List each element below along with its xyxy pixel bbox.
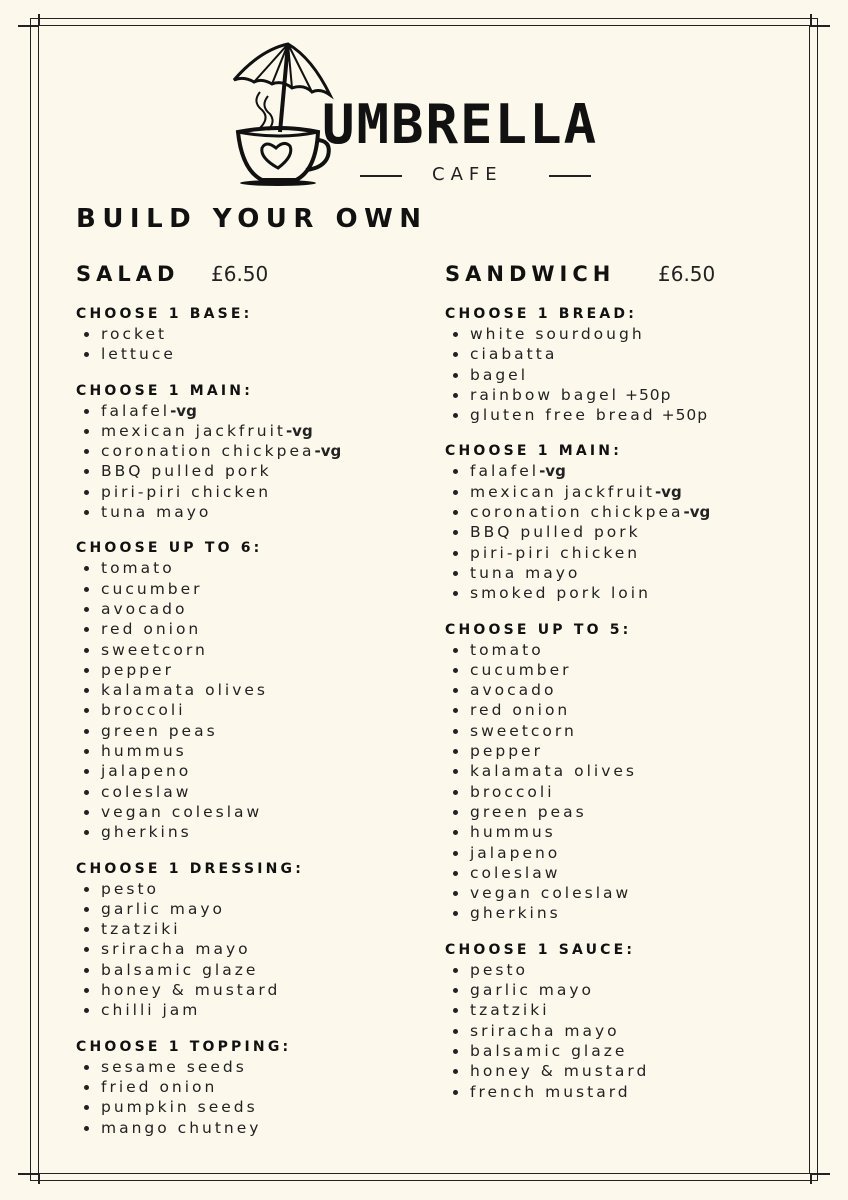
- list-item: [76, 558, 341, 578]
- section-title: CHOOSE 1 BASE:: [76, 306, 253, 322]
- item-label: white sourdough: [470, 325, 645, 343]
- option-list: [76, 879, 341, 1021]
- list-item: [76, 680, 341, 700]
- list-item: [445, 502, 710, 522]
- list-item: [76, 782, 341, 802]
- list-item: [76, 1057, 341, 1077]
- item-label: kalamata olives: [101, 681, 268, 700]
- item-label: pepper: [470, 742, 543, 761]
- list-item: [76, 700, 341, 720]
- item-label: tzatziki: [470, 1001, 550, 1020]
- list-item: [445, 563, 710, 583]
- item-label: hummus: [470, 823, 556, 842]
- item-label: chilli jam: [101, 1001, 201, 1020]
- option-list: [445, 960, 710, 1102]
- item-label: jalapeno: [101, 762, 192, 781]
- sandwich-sections: [445, 304, 710, 1102]
- item-label: tuna mayo: [101, 503, 212, 522]
- item-label: coleslaw: [470, 863, 561, 882]
- vegan-tag: -vg: [314, 442, 342, 461]
- item-label: cucumber: [470, 660, 572, 679]
- list-item: [76, 640, 341, 660]
- item-label: broccoli: [470, 782, 555, 801]
- list-item: [445, 980, 710, 1000]
- list-item: [76, 441, 341, 461]
- item-label: tomato: [470, 640, 544, 659]
- list-item: [445, 863, 710, 883]
- item-label: tomato: [101, 559, 175, 578]
- item-label: bagel: [470, 365, 529, 384]
- list-item: [445, 1021, 710, 1041]
- heart-icon: [262, 143, 291, 168]
- sandwich-price: £6.50: [658, 262, 716, 286]
- list-item: [445, 782, 710, 802]
- extra-cost: +50p: [661, 406, 709, 425]
- list-item: [76, 1000, 341, 1020]
- list-item: [76, 579, 341, 599]
- frame-corner-line: [810, 25, 830, 27]
- item-label: vegan coleslaw: [101, 802, 263, 821]
- vegan-tag: -vg: [683, 503, 711, 522]
- item-label: BBQ pulled pork: [101, 462, 272, 481]
- list-item: [76, 822, 341, 842]
- list-item: [445, 883, 710, 903]
- list-item: [445, 1082, 710, 1102]
- extra-cost: +50p: [624, 385, 672, 404]
- list-item: [445, 822, 710, 842]
- section-title: CHOOSE 1 MAIN:: [76, 382, 254, 399]
- list-item: [445, 680, 710, 700]
- list-item: [76, 761, 341, 781]
- cafe-logo: [230, 40, 630, 190]
- item-label: green peas: [101, 721, 218, 740]
- list-item: [76, 401, 341, 421]
- list-item: [445, 960, 710, 980]
- list-item: [445, 1041, 710, 1061]
- item-label: avocado: [470, 681, 557, 700]
- item-label: mango chutney: [101, 1118, 262, 1137]
- list-item: [76, 1118, 341, 1138]
- option-list: [445, 324, 710, 425]
- brand-name: UMBRELLA: [322, 93, 599, 156]
- item-label: gherkins: [470, 904, 561, 923]
- list-item: [445, 522, 710, 542]
- coffee-cup-icon: [238, 128, 329, 180]
- list-item: [76, 599, 341, 619]
- menu-section: [445, 441, 710, 603]
- menu-section: [76, 1037, 341, 1138]
- option-list: [76, 1057, 341, 1138]
- list-item: [445, 721, 710, 741]
- list-item: [76, 502, 341, 522]
- list-item: [445, 843, 710, 863]
- item-label: sweetcorn: [101, 640, 208, 659]
- list-item: [445, 482, 710, 502]
- item-label: rainbow bagel: [470, 385, 619, 404]
- item-label: pumpkin seeds: [101, 1098, 258, 1117]
- frame-corner-line: [810, 1173, 812, 1184]
- item-label: kalamata olives: [470, 762, 637, 781]
- list-item: [445, 1061, 710, 1081]
- list-item: [445, 660, 710, 680]
- frame-corner-line: [18, 1173, 38, 1175]
- page-title: BUILD YOUR OWN: [76, 204, 428, 234]
- item-label: red onion: [470, 701, 571, 720]
- list-item: [445, 543, 710, 563]
- item-label: sriracha mayo: [101, 940, 251, 959]
- salad-header: [76, 260, 341, 294]
- menu-section: [445, 304, 710, 425]
- item-label: french mustard: [470, 1082, 631, 1101]
- sandwich-column: [445, 260, 716, 1102]
- section-title: CHOOSE UP TO 5:: [445, 621, 632, 638]
- list-item: [76, 1097, 341, 1117]
- item-label: cucumber: [101, 579, 203, 598]
- item-label: green peas: [470, 802, 587, 821]
- vegan-tag: -vg: [539, 462, 566, 481]
- salad-title: SALAD: [76, 262, 180, 286]
- sandwich-header: [445, 260, 716, 294]
- subtitle-line-left: [360, 175, 402, 177]
- item-label: gluten free bread: [470, 406, 656, 425]
- item-label: coronation chickpea: [101, 442, 315, 461]
- item-label: falafel: [470, 462, 540, 481]
- list-item: [76, 461, 341, 481]
- item-label: tzatziki: [101, 920, 181, 939]
- salad-column: [76, 260, 341, 1138]
- section-title: CHOOSE 1 TOPPING:: [76, 1038, 292, 1055]
- list-item: [76, 721, 341, 741]
- list-item: [445, 344, 710, 364]
- item-label: pepper: [101, 660, 174, 679]
- list-item: [445, 700, 710, 720]
- list-item: [76, 660, 341, 680]
- list-item: [445, 761, 710, 781]
- list-item: [76, 421, 341, 441]
- list-item: [76, 879, 341, 899]
- menu-section: [76, 304, 341, 365]
- section-title: CHOOSE 1 SAUCE:: [445, 941, 636, 958]
- brand-subtitle: CAFE: [432, 164, 503, 185]
- item-label: coronation chickpea: [470, 503, 684, 522]
- item-label: jalapeno: [470, 843, 561, 862]
- menu-section: [445, 620, 710, 924]
- item-label: piri-piri chicken: [101, 482, 272, 501]
- item-label: sriracha mayo: [470, 1021, 620, 1040]
- vegan-tag: -vg: [285, 421, 313, 440]
- list-item: [76, 741, 341, 761]
- item-label: rocket: [101, 325, 168, 343]
- list-item: [76, 1077, 341, 1097]
- section-title: CHOOSE 1 MAIN:: [445, 443, 623, 460]
- item-label: honey & mustard: [101, 981, 281, 1000]
- list-item: [76, 919, 341, 939]
- item-label: fried onion: [101, 1077, 218, 1096]
- item-label: smoked pork loin: [470, 584, 651, 603]
- subtitle-line-right: [549, 175, 591, 177]
- frame-corner-line: [38, 14, 40, 25]
- item-label: piri-piri chicken: [470, 543, 641, 562]
- item-label: garlic mayo: [470, 981, 595, 1000]
- list-item: [445, 741, 710, 761]
- vegan-tag: -vg: [170, 401, 197, 420]
- item-label: broccoli: [101, 701, 186, 720]
- item-label: sesame seeds: [101, 1057, 247, 1076]
- item-label: balsamic glaze: [470, 1041, 628, 1060]
- option-list: [76, 558, 341, 842]
- option-list: [76, 324, 341, 365]
- item-label: falafel: [101, 401, 171, 420]
- list-item: [445, 405, 710, 425]
- option-list: [445, 640, 710, 924]
- list-item: [76, 939, 341, 959]
- menu-section: [76, 859, 341, 1021]
- list-item: [76, 802, 341, 822]
- list-item: [76, 980, 341, 1000]
- list-item: [445, 365, 710, 385]
- list-item: [445, 385, 710, 405]
- item-label: avocado: [101, 599, 188, 618]
- item-label: balsamic glaze: [101, 960, 259, 979]
- section-title: CHOOSE 1 DRESSING:: [76, 860, 305, 877]
- list-item: [76, 899, 341, 919]
- section-title: CHOOSE UP TO 6:: [76, 540, 263, 557]
- option-list: [76, 401, 341, 523]
- list-item: [445, 802, 710, 822]
- menu-section: [76, 381, 341, 523]
- list-item: [76, 344, 341, 364]
- item-label: ciabatta: [470, 345, 558, 364]
- list-item: [76, 619, 341, 639]
- frame-corner-line: [18, 25, 38, 27]
- item-label: red onion: [101, 620, 202, 639]
- menu-section: [76, 538, 341, 842]
- salad-sections: [76, 304, 341, 1138]
- list-item: [76, 482, 341, 502]
- list-item: [445, 461, 710, 481]
- item-label: sweetcorn: [470, 721, 577, 740]
- salad-price: £6.50: [211, 262, 269, 286]
- list-item: [76, 960, 341, 980]
- item-label: pesto: [101, 879, 160, 898]
- item-label: lettuce: [101, 345, 176, 364]
- item-label: garlic mayo: [101, 899, 226, 918]
- item-label: hummus: [101, 742, 187, 761]
- frame-corner-line: [810, 14, 812, 25]
- option-list: [445, 461, 710, 603]
- frame-corner-line: [38, 1173, 40, 1184]
- item-label: mexican jackfruit: [470, 482, 655, 501]
- item-label: coleslaw: [101, 782, 192, 801]
- section-title: CHOOSE 1 BREAD:: [445, 306, 637, 322]
- list-item: [76, 324, 341, 344]
- menu-section: [445, 940, 710, 1102]
- list-item: [445, 1000, 710, 1020]
- item-label: mexican jackfruit: [101, 421, 286, 440]
- item-label: honey & mustard: [470, 1062, 650, 1081]
- sandwich-title: SANDWICH: [445, 262, 616, 286]
- list-item: [445, 640, 710, 660]
- item-label: vegan coleslaw: [470, 884, 632, 903]
- vegan-tag: -vg: [654, 482, 682, 501]
- item-label: tuna mayo: [470, 563, 581, 582]
- item-label: BBQ pulled pork: [470, 523, 641, 542]
- item-label: pesto: [470, 960, 529, 979]
- item-label: gherkins: [101, 823, 192, 842]
- list-item: [445, 324, 710, 344]
- list-item: [445, 583, 710, 603]
- frame-corner-line: [810, 1173, 830, 1175]
- list-item: [445, 903, 710, 923]
